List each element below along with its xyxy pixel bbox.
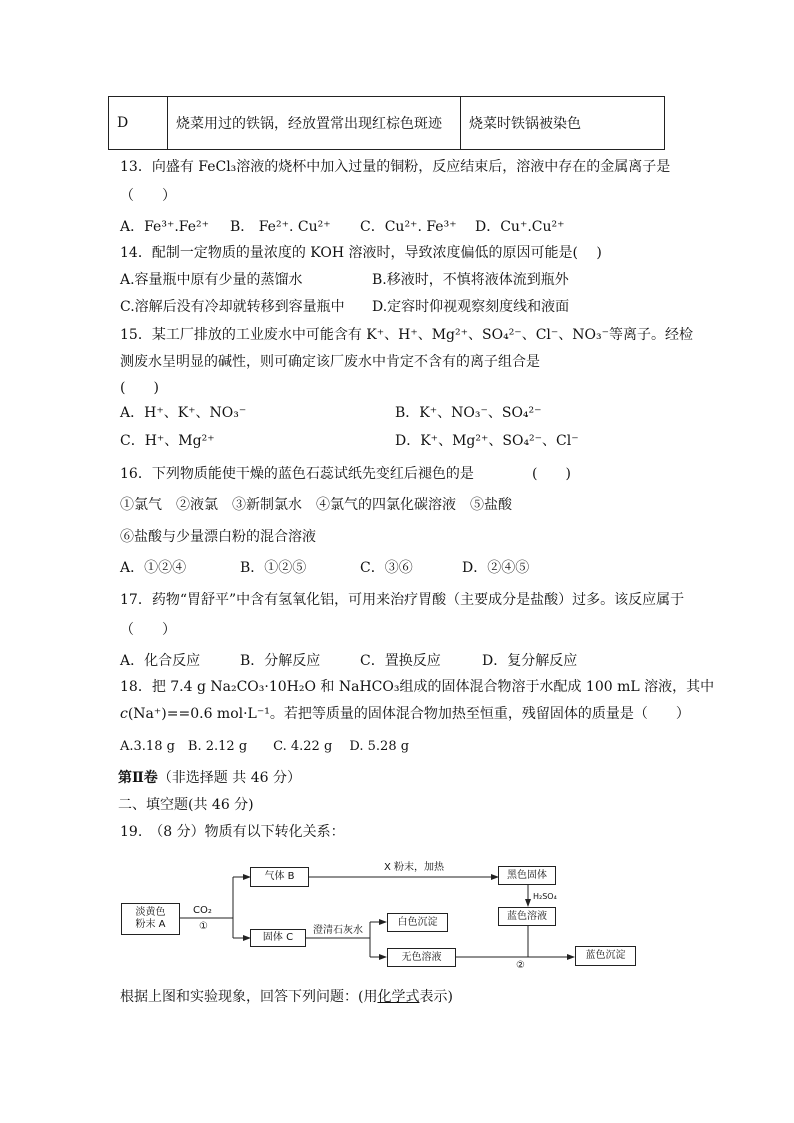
flow-box-blue-ppt: 蓝色沉淀 (575, 946, 636, 966)
q17-option-d: D．复分解反应 (482, 653, 578, 669)
q19-closing-underlined: 化学式 (377, 989, 420, 1005)
row-letter: D (109, 97, 168, 150)
q14-option-d: D.定容时仰视观察刻度线和液面 (372, 299, 570, 315)
q13-paren: （ ） (120, 188, 176, 204)
flow-label-co2: CO₂ (193, 905, 212, 916)
q16-items-line2: ⑥盐酸与少量漂白粉的混合溶液 (120, 529, 316, 545)
q17-option-a: A．化合反应 (120, 653, 201, 669)
flow-label-circle1: ① (199, 921, 208, 932)
q19-closing (120, 987, 453, 1007)
q19-stem: 19. （8 分）物质有以下转化关系： (120, 824, 345, 840)
flow-label-x-powder: X 粉末，加热 (384, 862, 445, 873)
q13-option-b: B． Fe²⁺. Cu²⁺ (230, 219, 331, 235)
q19-closing-suffix: 表示) (419, 989, 453, 1005)
q13-option-a: A．Fe³⁺.Fe²⁺ (120, 219, 210, 235)
flow-label-circle2: ② (516, 960, 525, 971)
q14-option-c: C.溶解后没有冷却就转移到容量瓶中 (120, 299, 345, 315)
q17-option-b: B．分解反应 (240, 653, 321, 669)
flow-box-black-solid: 黑色固体 (498, 866, 556, 885)
q14-option-a: A.容量瓶中原有少量的蒸馏水 (120, 272, 303, 288)
section2-title-rest: （非选择题 共 46 分） (157, 770, 301, 786)
q16-paren: ( ) (532, 466, 571, 482)
q17-option-c: C．置换反应 (360, 653, 441, 669)
q14-stem: 14．配制一定物质的量浓度的 KOH 溶液时，导致浓度偏低的原因可能是( ) (120, 245, 602, 261)
flow-label-h2so4: H₂SO₄ (533, 892, 557, 901)
q15-stem-line2: 测废水呈明显的碱性，则可确定该厂废水中肯定不含有的离子组合是 (120, 354, 540, 370)
flow-box-white-ppt: 白色沉淀 (387, 913, 448, 932)
q15-option-c: C．H⁺、Mg²⁺ (120, 433, 215, 449)
q14-option-b: B.移液时，不慎将液体流到瓶外 (372, 272, 569, 288)
q17-stem: 17．药物“胃舒平”中含有氢氧化铝，可用来治疗胃酸（主要成分是盐酸）过多。该反应属于 (120, 592, 685, 608)
flow-box-colorless-sol: 无色溶液 (387, 948, 456, 967)
q18-stem-line1: 18．把 7.4 g Na₂CO₃·10H₂O 和 NaHCO₃组成的固体混合物溶于水配成 100 mL 溶液，其中 (120, 679, 715, 695)
q17-paren: （ ） (120, 622, 176, 638)
q18-stem-line2-text: (Na⁺)==0.6 mol·L⁻¹。若把等质量的固体混合物加热至恒重，残留固体的质量是（ ） (127, 706, 690, 722)
flow-label-limewater: 澄清石灰水 (313, 925, 363, 936)
q13-option-c: C．Cu²⁺. Fe³⁺ (360, 219, 457, 235)
section2-part: 二、填空题(共 46 分) (118, 797, 254, 813)
flow-box-powder-a (121, 903, 180, 935)
q16-option-c: C．③⑥ (360, 560, 413, 576)
q19-closing-prefix: 根据上图和实验现象，回答下列问题：(用 (120, 989, 378, 1005)
q16-option-b: B．①②⑤ (240, 560, 307, 576)
q18-c-symbol: c (120, 706, 128, 722)
powder-a-line1: 淡黄色 (135, 907, 166, 918)
q16-items-line1: ①氯气 ②液氯 ③新制氯水 ④氯气的四氯化碳溶液 ⑤盐酸 (120, 497, 512, 513)
q16-stem: 16．下列物质能使干燥的蓝色石蕊试纸先变红后褪色的是 (120, 466, 474, 482)
q18-options: A.3.18 g B. 2.12 g C. 4.22 g D. 5.28 g (120, 739, 410, 754)
q13-option-d: D．Cu⁺.Cu²⁺ (475, 219, 565, 235)
flow-box-blue-solution: 蓝色溶液 (498, 907, 556, 926)
q16-option-a: A．①②④ (120, 560, 187, 576)
q15-paren: ( ) (120, 380, 159, 396)
q13-stem: 13．向盛有 FeCl₃溶液的烧杯中加入过量的铜粉，反应结束后，溶液中存在的金属离子是 (120, 159, 671, 175)
q15-option-d: D．K⁺、Mg²⁺、SO₄²⁻、Cl⁻ (395, 433, 579, 449)
row-phenomenon: 烧菜用过的铁锅，经放置常出现红棕色斑迹 (168, 97, 461, 150)
q16-option-d: D．②④⑤ (462, 560, 530, 576)
row-explanation: 烧菜时铁锅被染色 (461, 97, 665, 150)
flow-box-gas-b: 气体 B (250, 867, 309, 887)
section2-title-bold: 第Ⅱ卷 (118, 770, 158, 786)
q15-option-b: B．K⁺、NO₃⁻、SO₄²⁻ (395, 405, 542, 421)
q15-option-a: A．H⁺、K⁺、NO₃⁻ (120, 405, 247, 421)
flow-box-solid-c: 固体 C (250, 929, 306, 947)
powder-a-line2: 粉末 A (135, 919, 166, 930)
q15-stem-line1: 15．某工厂排放的工业废水中可能含有 K⁺、H⁺、Mg²⁺、SO₄²⁻、Cl⁻、NO₃⁻等离子。经检 (120, 327, 694, 343)
